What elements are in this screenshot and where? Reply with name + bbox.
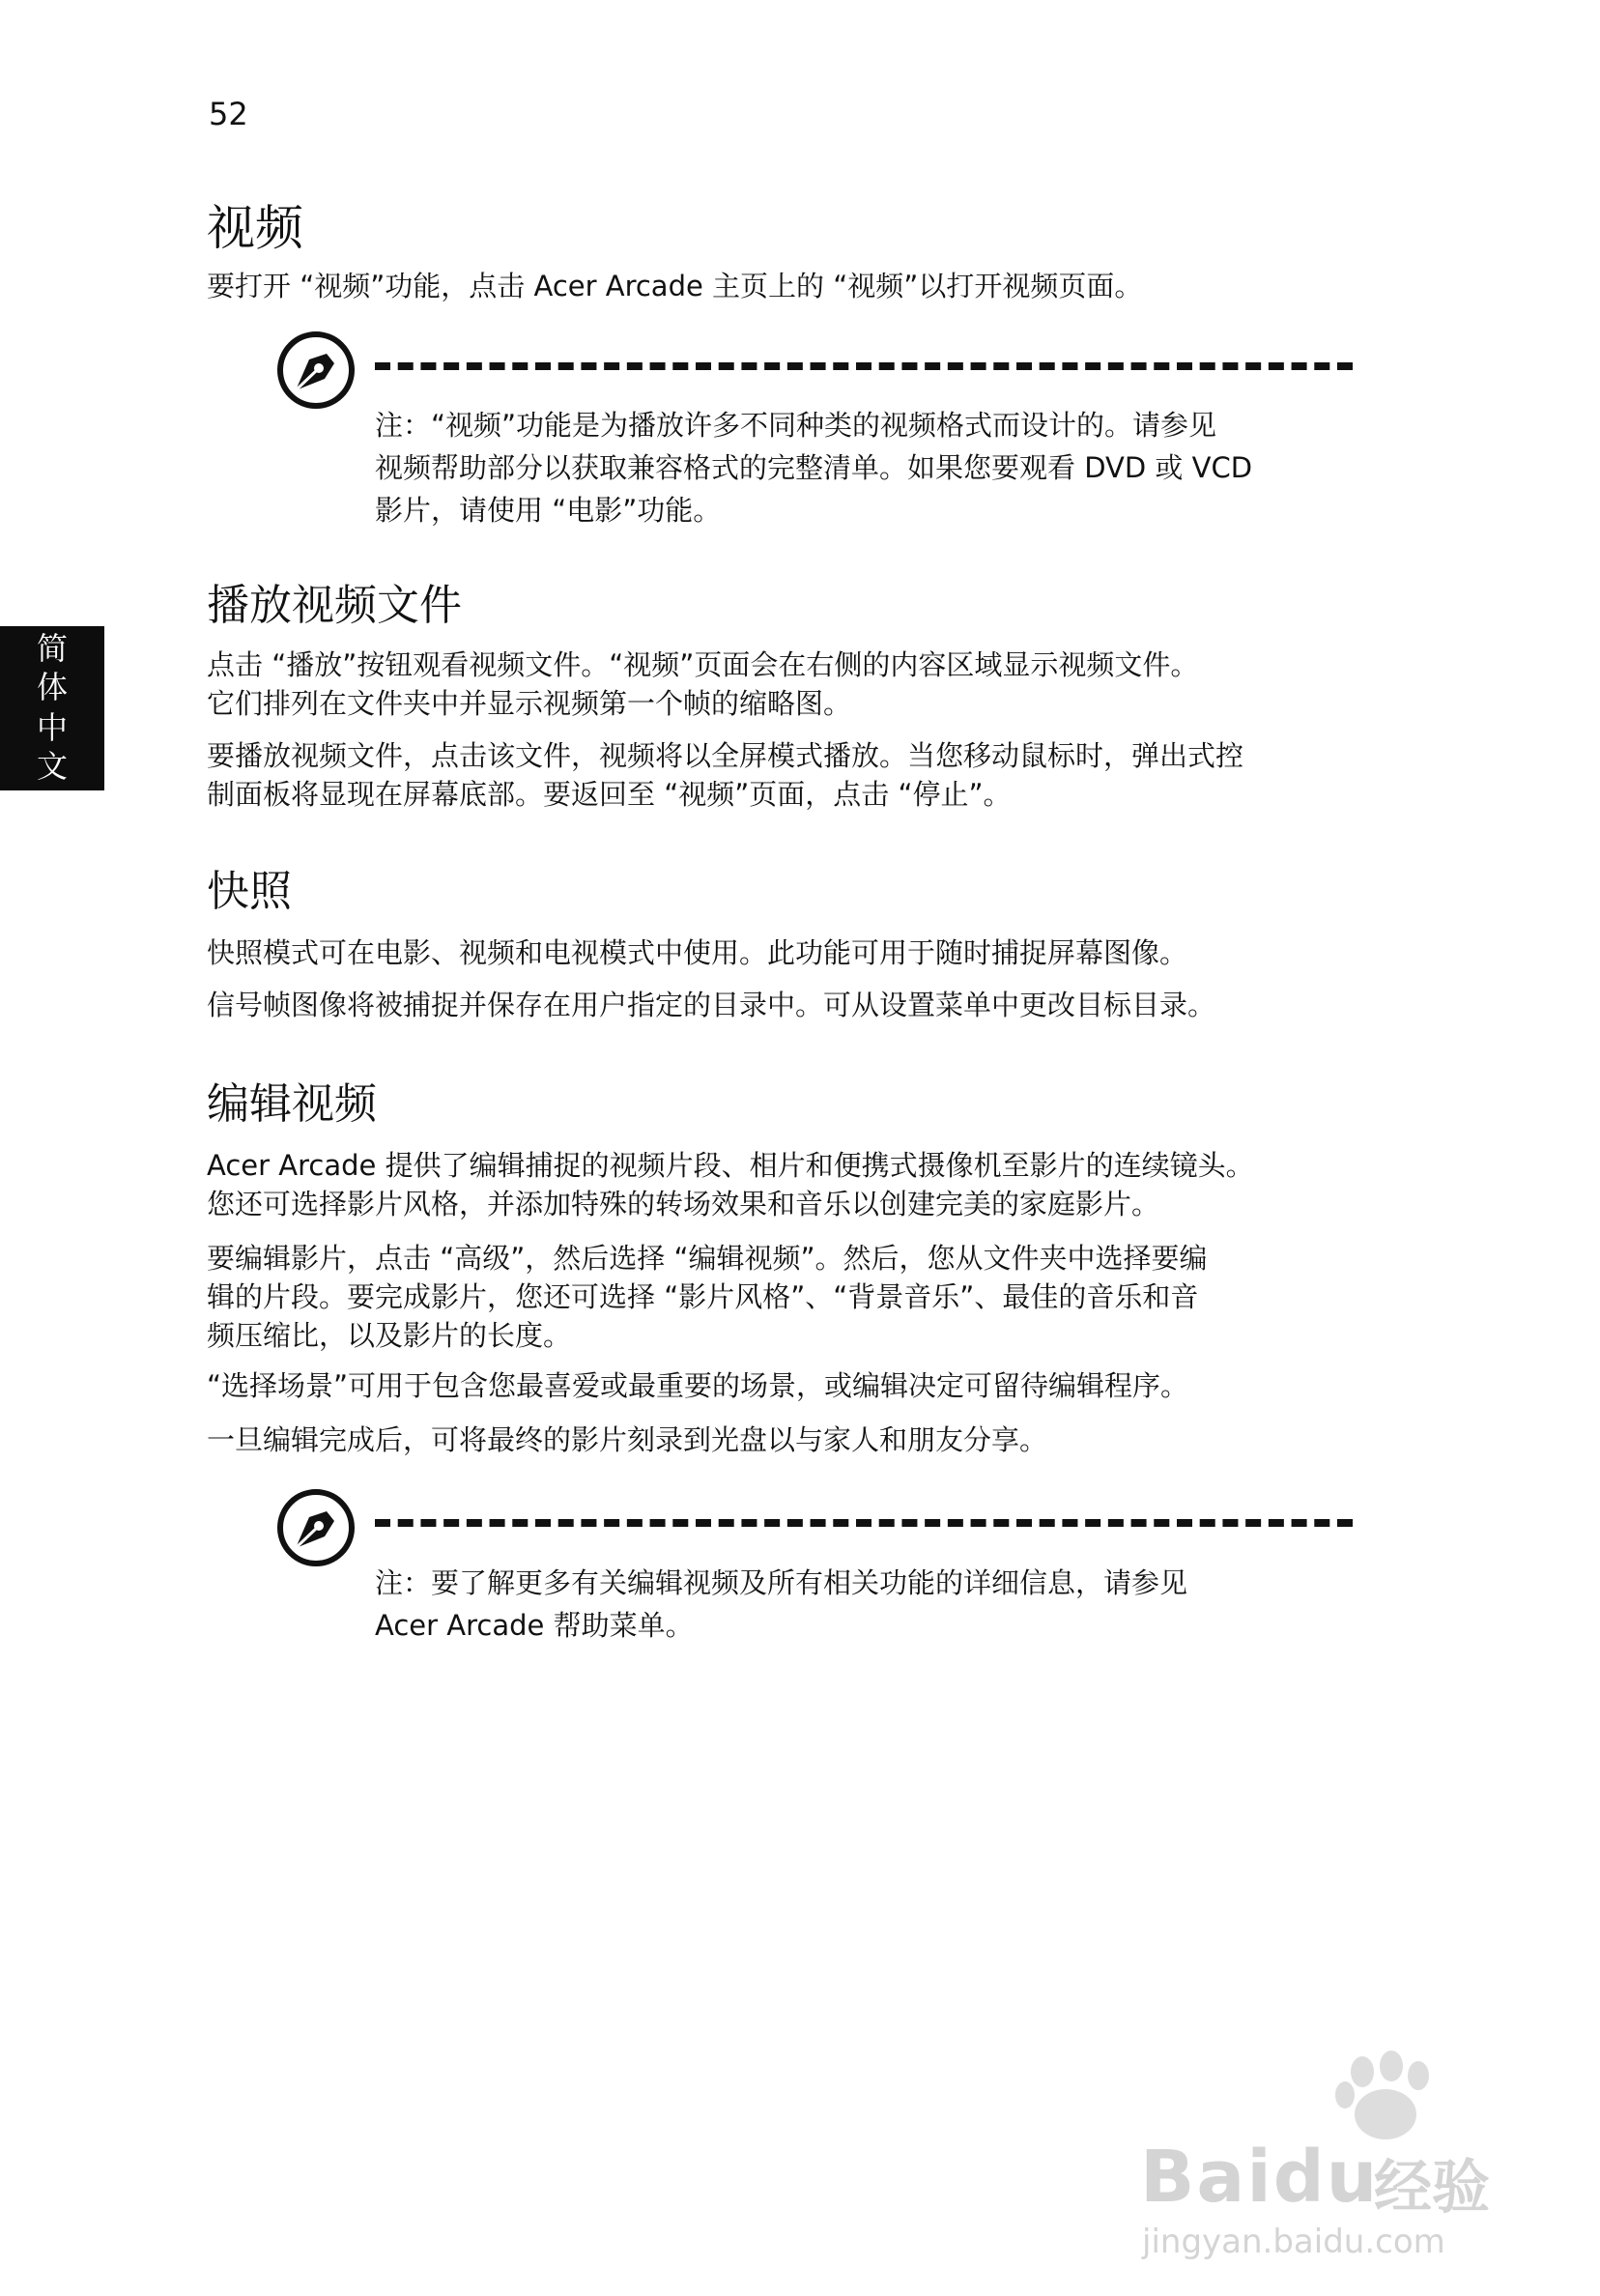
watermark-suffix: 经验 <box>1374 2154 1490 2222</box>
text-line: 它们排列在文件夹中并显示视频第一个帧的缩略图。 <box>207 687 852 720</box>
note-line: 影片，请使用 “电影”功能。 <box>375 494 722 527</box>
note-divider <box>375 362 1353 370</box>
section-title-video: 视频 <box>207 200 303 256</box>
edit-paragraph-2 <box>207 1239 1347 1355</box>
video-intro-text: 要打开 “视频”功能，点击 Acer Arcade 主页上的 “视频”以打开视频页面。 <box>207 270 1143 302</box>
edit-paragraph-4: 一旦编辑完成后，可将最终的影片刻录到光盘以与家人和朋友分享。 <box>207 1423 1048 1456</box>
snapshot-paragraph-1: 快照模式可在电影、视频和电视模式中使用。此功能可用于随时捕捉屏幕图像。 <box>207 936 1188 969</box>
side-tab-char: 文 <box>36 748 68 785</box>
text-line: 频压缩比，以及影片的长度。 <box>207 1319 572 1352</box>
text-line: 辑的片段。要完成影片，您还可选择 “影片风格”、“背景音乐”、最佳的音乐和音 <box>207 1280 1199 1313</box>
snapshot-paragraph-2: 信号帧图像将被捕捉并保存在用户指定的目录中。可从设置菜单中更改目标目录。 <box>207 989 1216 1021</box>
edit-paragraph-1 <box>207 1146 1347 1223</box>
section-title-edit: 编辑视频 <box>207 1079 377 1129</box>
text-line: 制面板将显现在屏幕底部。要返回至 “视频”页面，点击 “停止”。 <box>207 778 1012 811</box>
text-line: 要编辑影片，点击 “高级”，然后选择 “编辑视频”。然后，您从文件夹中选择要编 <box>207 1242 1208 1275</box>
note-box-1 <box>375 404 1341 531</box>
side-tab-char: 体 <box>36 669 68 705</box>
note-pen-icon <box>276 330 356 414</box>
note-box-2 <box>375 1562 1341 1647</box>
section-title-play: 播放视频文件 <box>207 581 462 630</box>
language-side-tab <box>0 626 104 790</box>
side-tab-char: 中 <box>36 709 68 746</box>
section-title-snapshot: 快照 <box>207 867 292 916</box>
baidu-watermark <box>1130 2039 1498 2271</box>
note-line: 注：“视频”功能是为播放许多不同种类的视频格式而设计的。请参见 <box>375 409 1217 442</box>
play-paragraph-1 <box>207 646 1347 723</box>
watermark-brand: Baidu <box>1140 2136 1380 2219</box>
side-tab-char: 简 <box>36 630 68 667</box>
edit-paragraph-3: “选择场景”可用于包含您最喜爱或最重要的场景，或编辑决定可留待编辑程序。 <box>207 1369 1189 1402</box>
page-number: 52 <box>209 96 248 132</box>
play-paragraph-2 <box>207 736 1347 814</box>
text-line: 要播放视频文件，点击该文件，视频将以全屏模式播放。当您移动鼠标时，弹出式控 <box>207 739 1244 772</box>
text-line: 您还可选择影片风格，并添加特殊的转场效果和音乐以创建完美的家庭影片。 <box>207 1188 1160 1220</box>
text-line: Acer Arcade 提供了编辑捕捉的视频片段、相片和便携式摄像机至影片的连续镜头。 <box>207 1149 1254 1182</box>
watermark-url: jingyan.baidu.com <box>1142 2223 1445 2261</box>
text-line: 点击 “播放”按钮观看视频文件。“视频”页面会在右侧的内容区域显示视频文件。 <box>207 648 1199 681</box>
note-line: 注：要了解更多有关编辑视频及所有相关功能的详细信息，请参见 <box>375 1566 1188 1599</box>
note-pen-icon <box>276 1488 356 1571</box>
note-divider <box>375 1519 1353 1527</box>
note-line: 视频帮助部分以获取兼容格式的完整清单。如果您要观看 DVD 或 VCD <box>375 451 1253 484</box>
note-line: Acer Arcade 帮助菜单。 <box>375 1609 694 1642</box>
